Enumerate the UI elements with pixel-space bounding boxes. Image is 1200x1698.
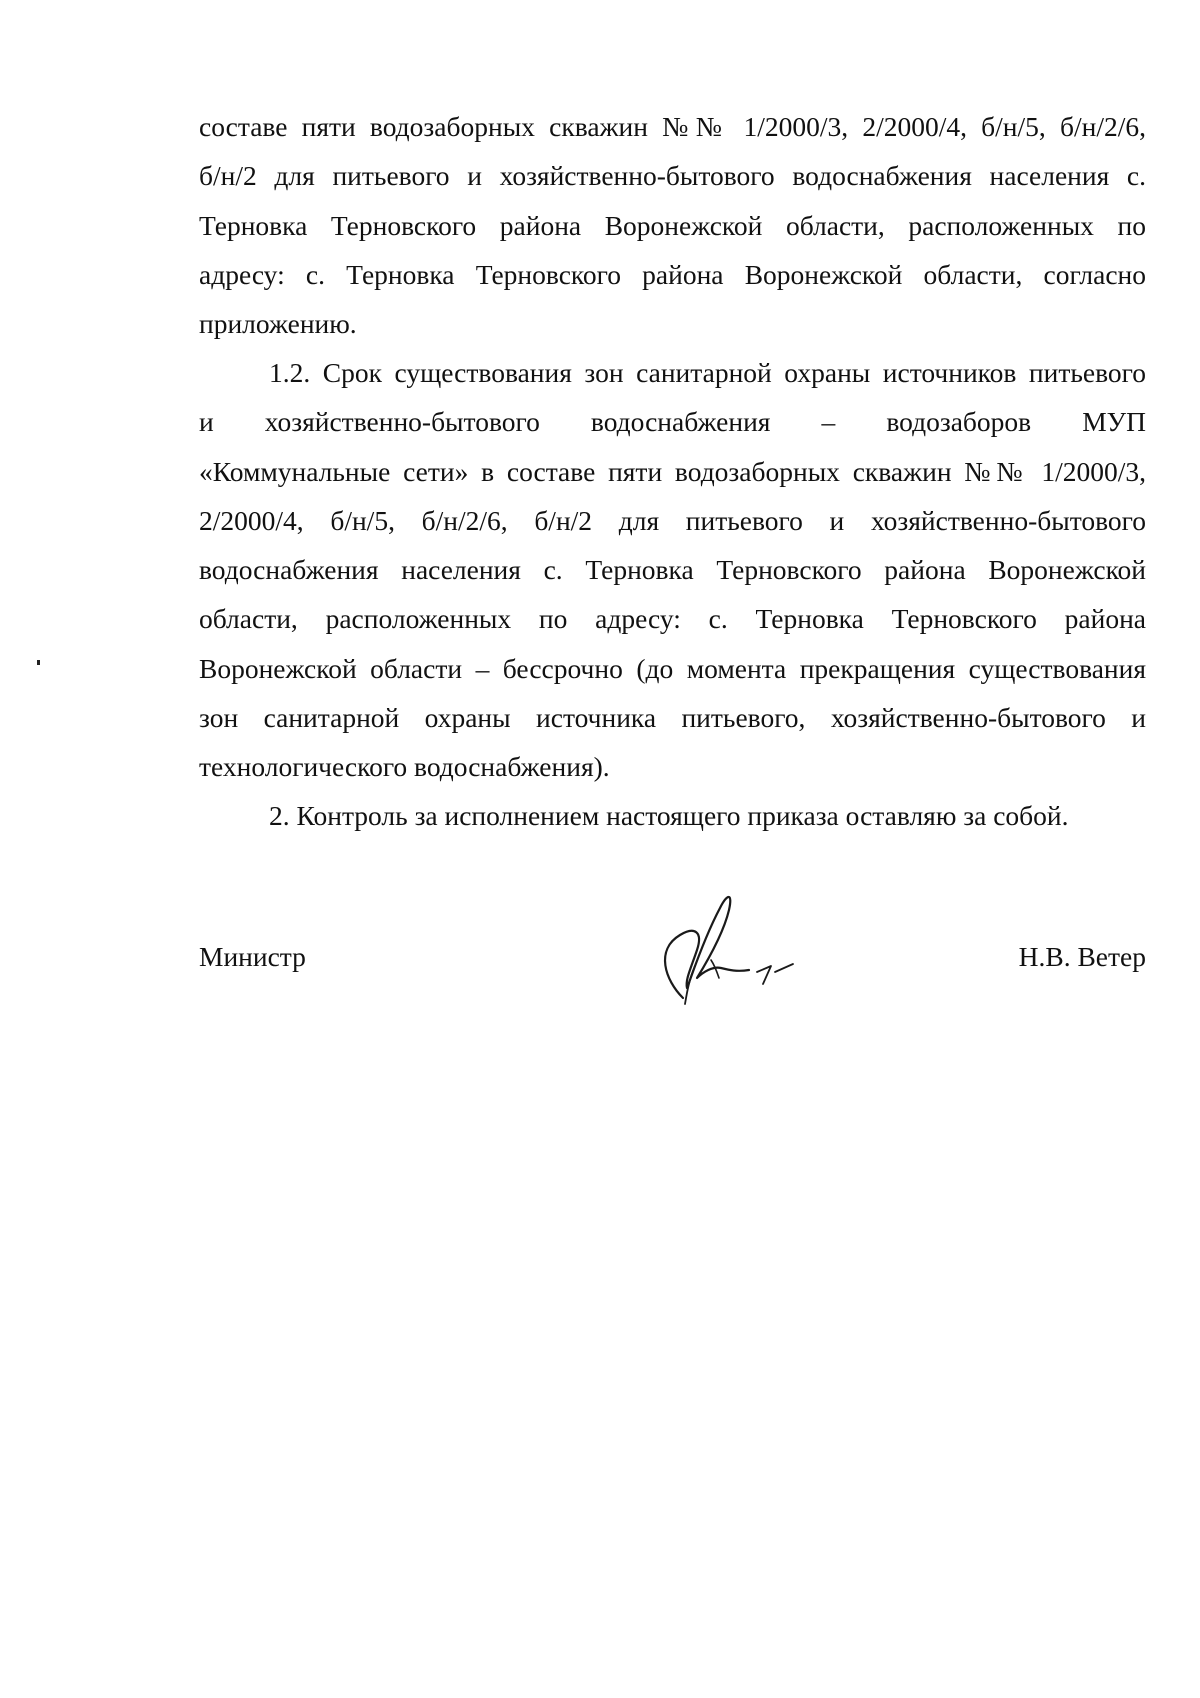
text-line: Воронежской области – бессрочно (до момента прекращения существования xyxy=(199,652,1146,684)
text-line: адресу: с. Терновка Терновского района Воронежской области, согласно xyxy=(199,258,1146,290)
text-line: и хозяйственно-бытового водоснабжения – водозаборов МУП xyxy=(199,406,1146,438)
scan-speck xyxy=(37,660,40,665)
text-line: водоснабжения населения с. Терновка Терновского района Воронежской xyxy=(199,554,1146,586)
text-line: зон санитарной охраны источника питьевого, хозяйственно-бытового и xyxy=(199,702,1146,734)
paragraph-control xyxy=(199,791,1146,840)
paragraph-zone-term xyxy=(199,348,1146,792)
signer-position: Министр xyxy=(199,941,306,972)
text-line: «Коммунальные сети» в составе пяти водозаборных скважин №№ 1/2000/3, xyxy=(199,455,1146,487)
handwritten-signature xyxy=(625,880,805,1020)
text-line: Терновка Терновского района Воронежской области, расположенных по xyxy=(199,209,1146,241)
text-line: 2. Контроль за исполнением настоящего приказа оставляю за собой. xyxy=(269,800,1069,831)
text-line: области, расположенных по адресу: с. Терновка Терновского района xyxy=(199,603,1146,635)
text-line: составе пяти водозаборных скважин №№ 1/2000/3, 2/2000/4, б/н/5, б/н/2/6, xyxy=(199,111,1146,142)
signer-name: Н.В. Ветер xyxy=(1018,941,1146,972)
text-line: б/н/2 для питьевого и хозяйственно-бытового водоснабжения населения с. xyxy=(199,160,1146,192)
text-line: технологического водоснабжения). xyxy=(199,751,610,783)
text-line: приложению. xyxy=(199,308,357,340)
text-line: 2/2000/4, б/н/5, б/н/2/6, б/н/2 для питьевого и хозяйственно-бытового xyxy=(199,504,1146,536)
text-line: 1.2. Срок существования зон санитарной охраны источников питьевого xyxy=(269,357,1146,388)
paragraph-zone-composition xyxy=(199,102,1146,348)
